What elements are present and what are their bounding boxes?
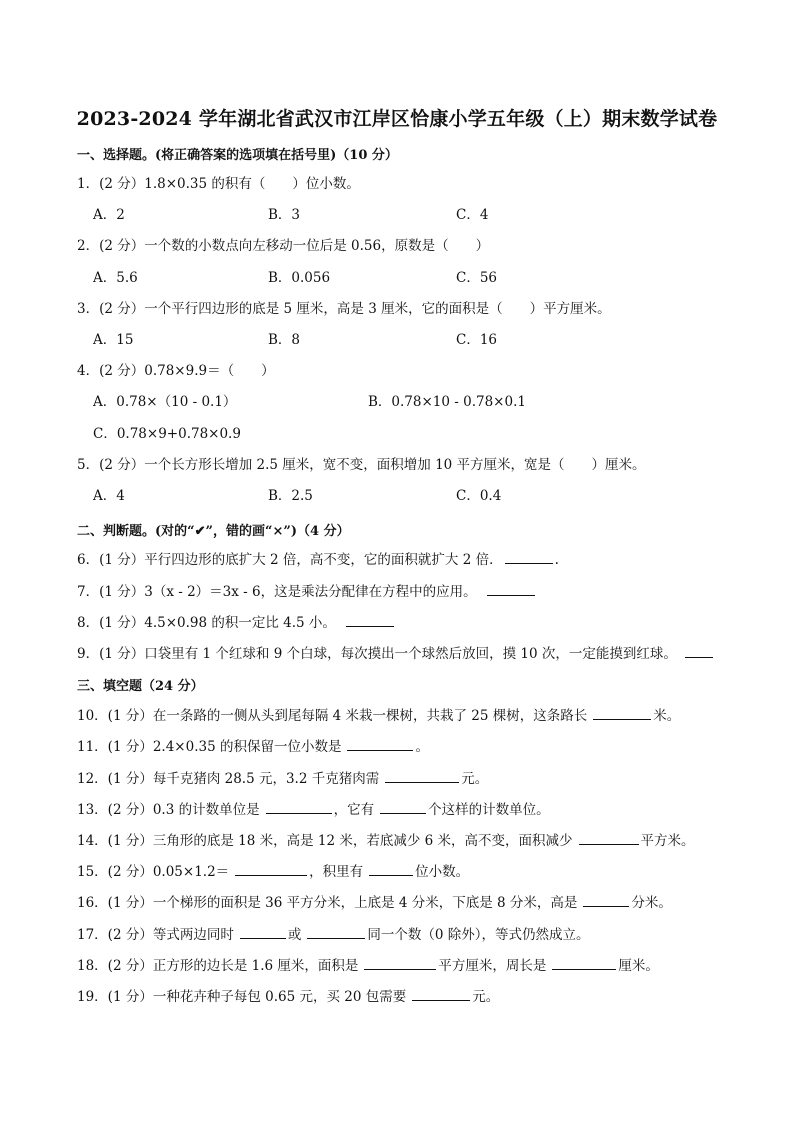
q17-answer-blank-2[interactable] (307, 925, 365, 939)
q17-answer-blank-1[interactable] (240, 925, 286, 939)
q10-text: 10．(1 分）在一条路的一侧从头到尾每隔 4 米栽一棵树，共栽了 25 棵树，这条路长 (77, 708, 588, 724)
q3-option-c: C．16 (456, 332, 498, 348)
q19-tail: 元。 (472, 989, 500, 1005)
q13-text: 13．(2 分）0.3 的计数单位是 (77, 802, 260, 818)
question-1: 1．(2 分）1.8×0.35 的积有（ ）位小数。 (77, 176, 360, 192)
q10-tail: 米。 (653, 708, 681, 724)
q6-text: 6．(1 分）平行四边形的底扩大 2 倍，高不变，它的面积就扩大 2 倍． (77, 552, 503, 568)
q1-option-c: C．4 (456, 207, 489, 223)
question-12 (77, 769, 488, 788)
q18-answer-blank-2[interactable] (552, 956, 616, 970)
q1-option-a: A．2 (93, 207, 125, 223)
q5-option-a: A．4 (93, 488, 125, 504)
question-15 (77, 862, 469, 881)
q19-answer-blank[interactable] (412, 987, 470, 1001)
question-13 (77, 800, 550, 819)
q4-option-a: A．0.78×（10 - 0.1） (93, 394, 237, 410)
exam-title: 2023-2024 学年湖北省武汉市江岸区恰康小学五年级（上）期末数学试卷 (76, 108, 718, 130)
q15-middle: ，积里有 (309, 864, 364, 880)
question-9 (77, 644, 715, 663)
q6-answer-blank[interactable] (505, 550, 553, 564)
q18-tail: 厘米。 (618, 958, 659, 974)
question-5: 5．(2 分）一个长方形长增加 2.5 厘米，宽不变，面积增加 10 平方厘米，宽是（ ）厘米。 (77, 457, 646, 473)
q6-tail: . (554, 552, 559, 568)
q18-answer-blank-1[interactable] (364, 956, 436, 970)
q8-text: 8．(1 分）4.5×0.98 的积一定比 4.5 小。 (77, 615, 336, 631)
question-10 (77, 706, 680, 725)
q4-option-c: C．0.78×9+0.78×0.9 (93, 426, 241, 442)
q7-text: 7．(1 分）3（x - 2）＝3x - 6，这是乘法分配律在方程中的应用。 (77, 584, 477, 600)
q4-option-b: B．0.78×10 - 0.78×0.1 (368, 394, 526, 410)
q12-tail: 元。 (461, 771, 489, 787)
question-3: 3．(2 分）一个平行四边形的底是 5 厘米，高是 3 厘米，它的面积是（ ）平方厘米。 (77, 301, 611, 317)
q1-option-b: B．3 (268, 207, 301, 223)
q13-answer-blank-2[interactable] (380, 800, 426, 814)
q17-middle: 或 (287, 927, 302, 943)
question-2: 2．(2 分）一个数的小数点向左移动一位后是 0.56，原数是（ ） (77, 238, 490, 254)
question-4: 4．(2 分）0.78×9.9＝（ ） (77, 363, 275, 379)
q15-text: 15．(2 分）0.05×1.2＝ (77, 864, 230, 880)
q14-tail: 平方米。 (640, 833, 695, 849)
q9-answer-blank[interactable] (685, 644, 713, 658)
q14-text: 14．(1 分）三角形的底是 18 米，高是 12 米，若底减少 6 米，高不变，面积减少 (77, 833, 573, 849)
question-16 (77, 893, 672, 912)
q12-answer-blank[interactable] (385, 769, 459, 783)
q15-answer-blank-2[interactable] (369, 862, 413, 876)
q3-option-a: A．15 (93, 332, 134, 348)
q17-tail: 同一个数（0 除外），等式仍然成立。 (367, 927, 590, 943)
section-heading-choice: 一、选择题。(将正确答案的选项填在括号里)（10 分） (77, 148, 398, 163)
question-11 (77, 737, 429, 756)
question-8 (77, 613, 396, 632)
q11-text: 11．(1 分）2.4×0.35 的积保留一位小数是 (77, 739, 342, 755)
question-14 (77, 831, 695, 850)
section-heading-judge: 二、判断题。(对的“✔”，错的画“×”)（4 分） (77, 524, 350, 539)
section-heading-fill: 三、填空题（24 分） (77, 679, 204, 694)
q10-answer-blank[interactable] (593, 706, 651, 720)
question-19 (77, 987, 499, 1006)
q2-option-c: C．56 (456, 270, 498, 286)
question-17 (77, 925, 589, 944)
q8-answer-blank[interactable] (346, 613, 394, 627)
q12-text: 12．(1 分）每千克猪肉 28.5 元，3.2 千克猪肉需 (77, 771, 380, 787)
q16-answer-blank[interactable] (583, 893, 629, 907)
q9-text: 9．(1 分）口袋里有 1 个红球和 9 个白球，每次摸出一个球然后放回，摸 10 次，一定能摸到红球。 (77, 646, 677, 662)
q5-option-c: C．0.4 (456, 488, 502, 504)
q16-tail: 分米。 (631, 895, 672, 911)
q16-text: 16．(1 分）一个梯形的面积是 36 平方分米，上底是 4 分米，下底是 8 分米，高是 (77, 895, 578, 911)
q13-tail: 个这样的计数单位。 (428, 802, 550, 818)
q13-middle: ，它有 (333, 802, 375, 818)
q11-tail: 。 (415, 739, 429, 755)
question-18 (77, 956, 659, 975)
q17-text: 17．(2 分）等式两边同时 (77, 927, 234, 943)
q15-answer-blank-1[interactable] (235, 862, 307, 876)
question-6 (77, 550, 559, 569)
question-7 (77, 582, 537, 601)
q13-answer-blank-1[interactable] (266, 800, 332, 814)
q2-option-b: B．0.056 (268, 270, 331, 286)
q19-text: 19．(1 分）一种花卉种子每包 0.65 元，买 20 包需要 (77, 989, 407, 1005)
q15-tail: 位小数。 (415, 864, 470, 880)
q11-answer-blank[interactable] (347, 737, 413, 751)
q18-text: 18．(2 分）正方形的边长是 1.6 厘米，面积是 (77, 958, 359, 974)
q5-option-b: B．2.5 (268, 488, 313, 504)
q2-option-a: A．5.6 (93, 270, 138, 286)
q3-option-b: B．8 (268, 332, 301, 348)
q14-answer-blank[interactable] (579, 831, 639, 845)
q7-answer-blank[interactable] (487, 582, 535, 596)
q18-middle: 平方厘米，周长是 (438, 958, 547, 974)
